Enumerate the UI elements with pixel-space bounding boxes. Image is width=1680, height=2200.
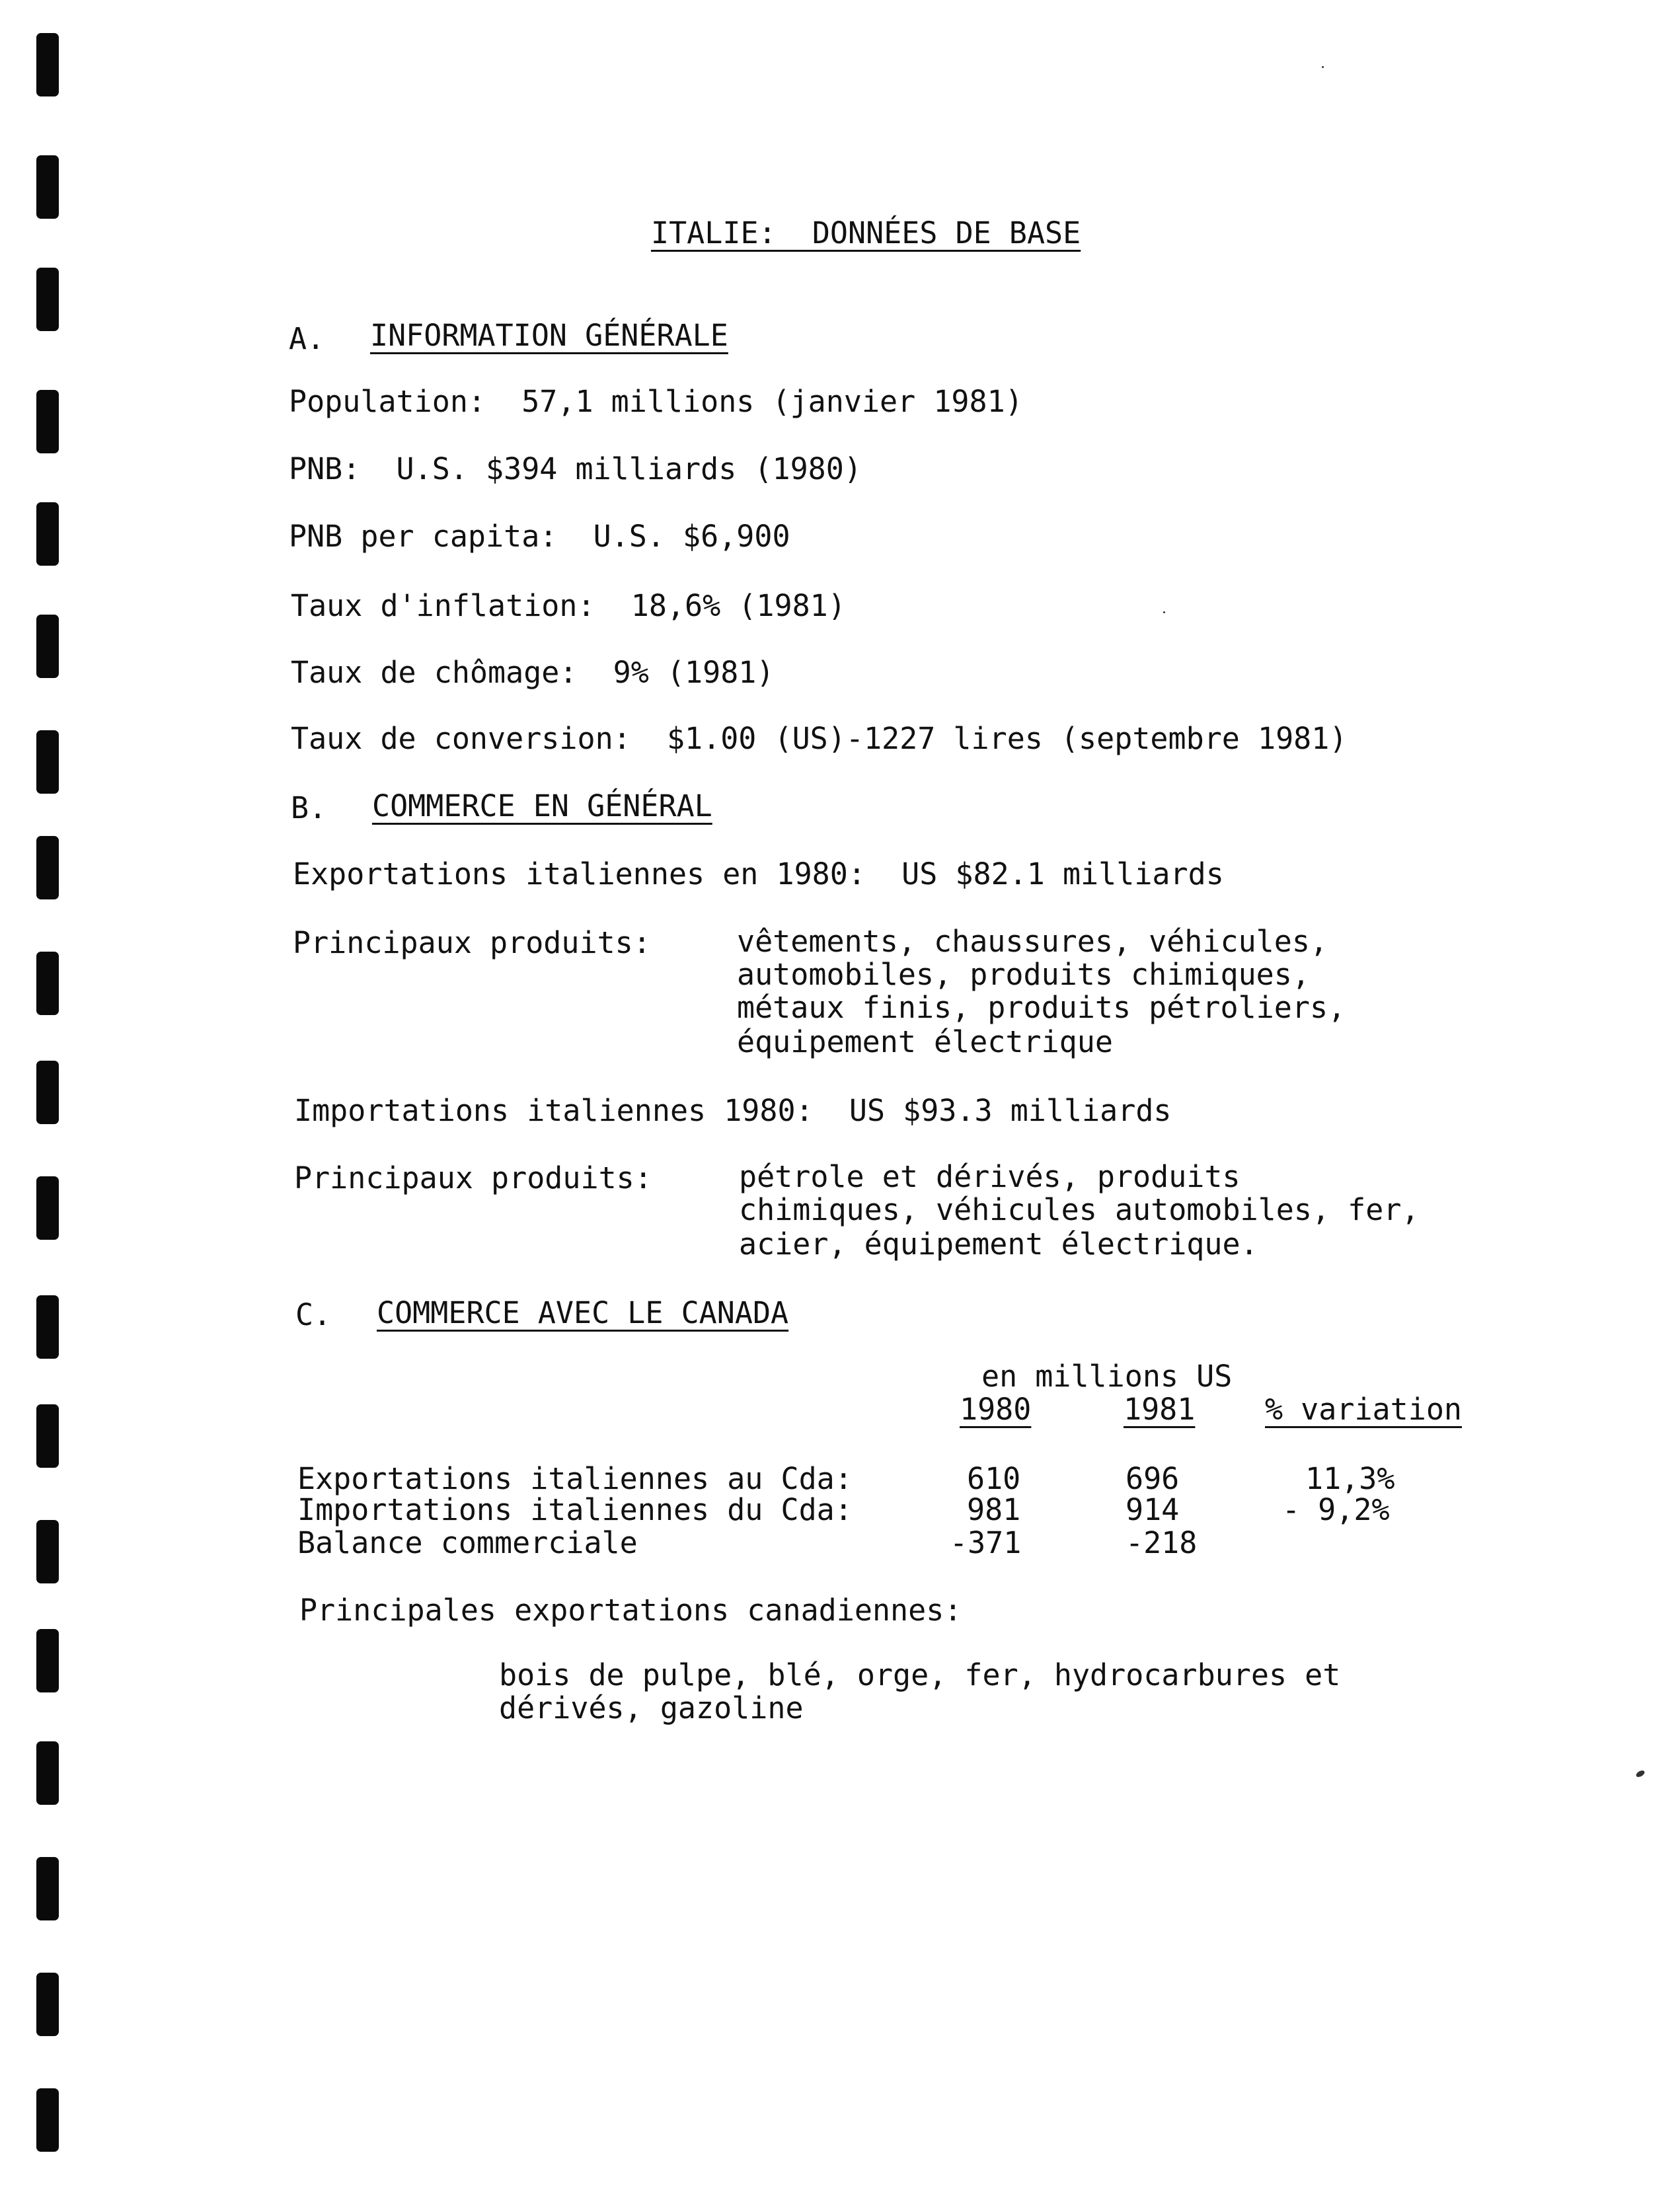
imports-product-line: chimiques, véhicules automobiles, fer, (739, 1192, 1420, 1227)
binder-hole (36, 1741, 59, 1805)
table-col-1980: 1980 (960, 1392, 1032, 1427)
binder-hole (36, 1973, 59, 2036)
binder-hole (36, 390, 59, 453)
binder-hole (36, 1404, 59, 1468)
cell-1980: -371 (950, 1525, 1022, 1560)
binder-hole (36, 836, 59, 899)
section-c-heading: COMMERCE AVEC LE CANADA (377, 1295, 789, 1330)
cell-1981: 696 (1126, 1461, 1180, 1496)
cell-1981: -218 (1126, 1525, 1198, 1560)
exports-product-line: vêtements, chaussures, véhicules, (737, 924, 1328, 959)
table-unit-header: en millions US (981, 1359, 1233, 1394)
canadian-exports-line: dérivés, gazoline (499, 1690, 804, 1726)
scan-speck (1322, 66, 1324, 68)
page-title: ITALIE: DONNÉES DE BASE (651, 215, 1081, 250)
pnb-line: PNB: U.S. $394 milliards (1980) (289, 451, 862, 486)
cell-1980: 981 (967, 1492, 1021, 1527)
inflation-line: Taux d'inflation: 18,6% (1981) (291, 588, 846, 623)
imports-line: Importations italiennes 1980: US $93.3 milliards (294, 1093, 1172, 1128)
table-col-1981: 1981 (1124, 1392, 1196, 1427)
binder-hole (36, 1295, 59, 1359)
exports-product-line: équipement électrique (737, 1024, 1113, 1059)
exports-product-line: automobiles, produits chimiques, (737, 957, 1310, 992)
binder-hole (36, 2088, 59, 2152)
binder-hole (36, 1857, 59, 1920)
binder-hole (36, 1061, 59, 1124)
exports-products-label: Principaux produits: (293, 925, 651, 960)
canadian-exports-line: bois de pulpe, blé, orge, fer, hydrocarbures et (499, 1657, 1341, 1692)
scan-speck (1163, 611, 1165, 613)
cell-variation: - 9,2% (1282, 1492, 1390, 1527)
binder-hole (36, 1176, 59, 1240)
row-label: Importations italiennes du Cda: (297, 1492, 853, 1527)
cell-1981: 914 (1126, 1492, 1180, 1527)
table-col-variation: % variation (1265, 1392, 1463, 1427)
binder-hole (36, 952, 59, 1015)
section-a-letter: A. (289, 321, 325, 356)
exports-product-line: métaux finis, produits pétroliers, (737, 990, 1346, 1025)
binder-hole (36, 730, 59, 794)
section-a-heading: INFORMATION GÉNÉRALE (370, 318, 728, 353)
section-b-letter: B. (291, 790, 327, 825)
cell-1980: 610 (967, 1461, 1021, 1496)
imports-product-line: acier, équipement électrique. (739, 1227, 1258, 1262)
binder-hole (36, 1520, 59, 1583)
row-label: Exportations italiennes au Cda: (297, 1461, 853, 1496)
pnb-per-capita-line: PNB per capita: U.S. $6,900 (289, 519, 790, 554)
population-line: Population: 57,1 millions (janvier 1981) (289, 384, 1023, 419)
section-b-heading: COMMERCE EN GÉNÉRAL (372, 788, 712, 823)
unemployment-line: Taux de chômage: 9% (1981) (291, 655, 775, 690)
binder-hole (36, 268, 59, 331)
binder-hole (36, 615, 59, 678)
row-label: Balance commerciale (297, 1525, 638, 1560)
section-c-letter: C. (295, 1297, 332, 1332)
imports-products-label: Principaux produits: (294, 1160, 652, 1195)
binder-hole (36, 1629, 59, 1692)
scan-speck (1635, 1769, 1646, 1778)
binder-hole (36, 502, 59, 566)
cell-variation: 11,3% (1305, 1461, 1395, 1496)
exports-line: Exportations italiennes en 1980: US $82.1 milliards (293, 856, 1224, 891)
conversion-line: Taux de conversion: $1.00 (US)-1227 lires (septembre 1981) (291, 721, 1348, 756)
canadian-exports-label: Principales exportations canadiennes: (299, 1593, 962, 1628)
binder-hole (36, 155, 59, 219)
binder-hole (36, 33, 59, 96)
imports-product-line: pétrole et dérivés, produits (739, 1159, 1241, 1194)
